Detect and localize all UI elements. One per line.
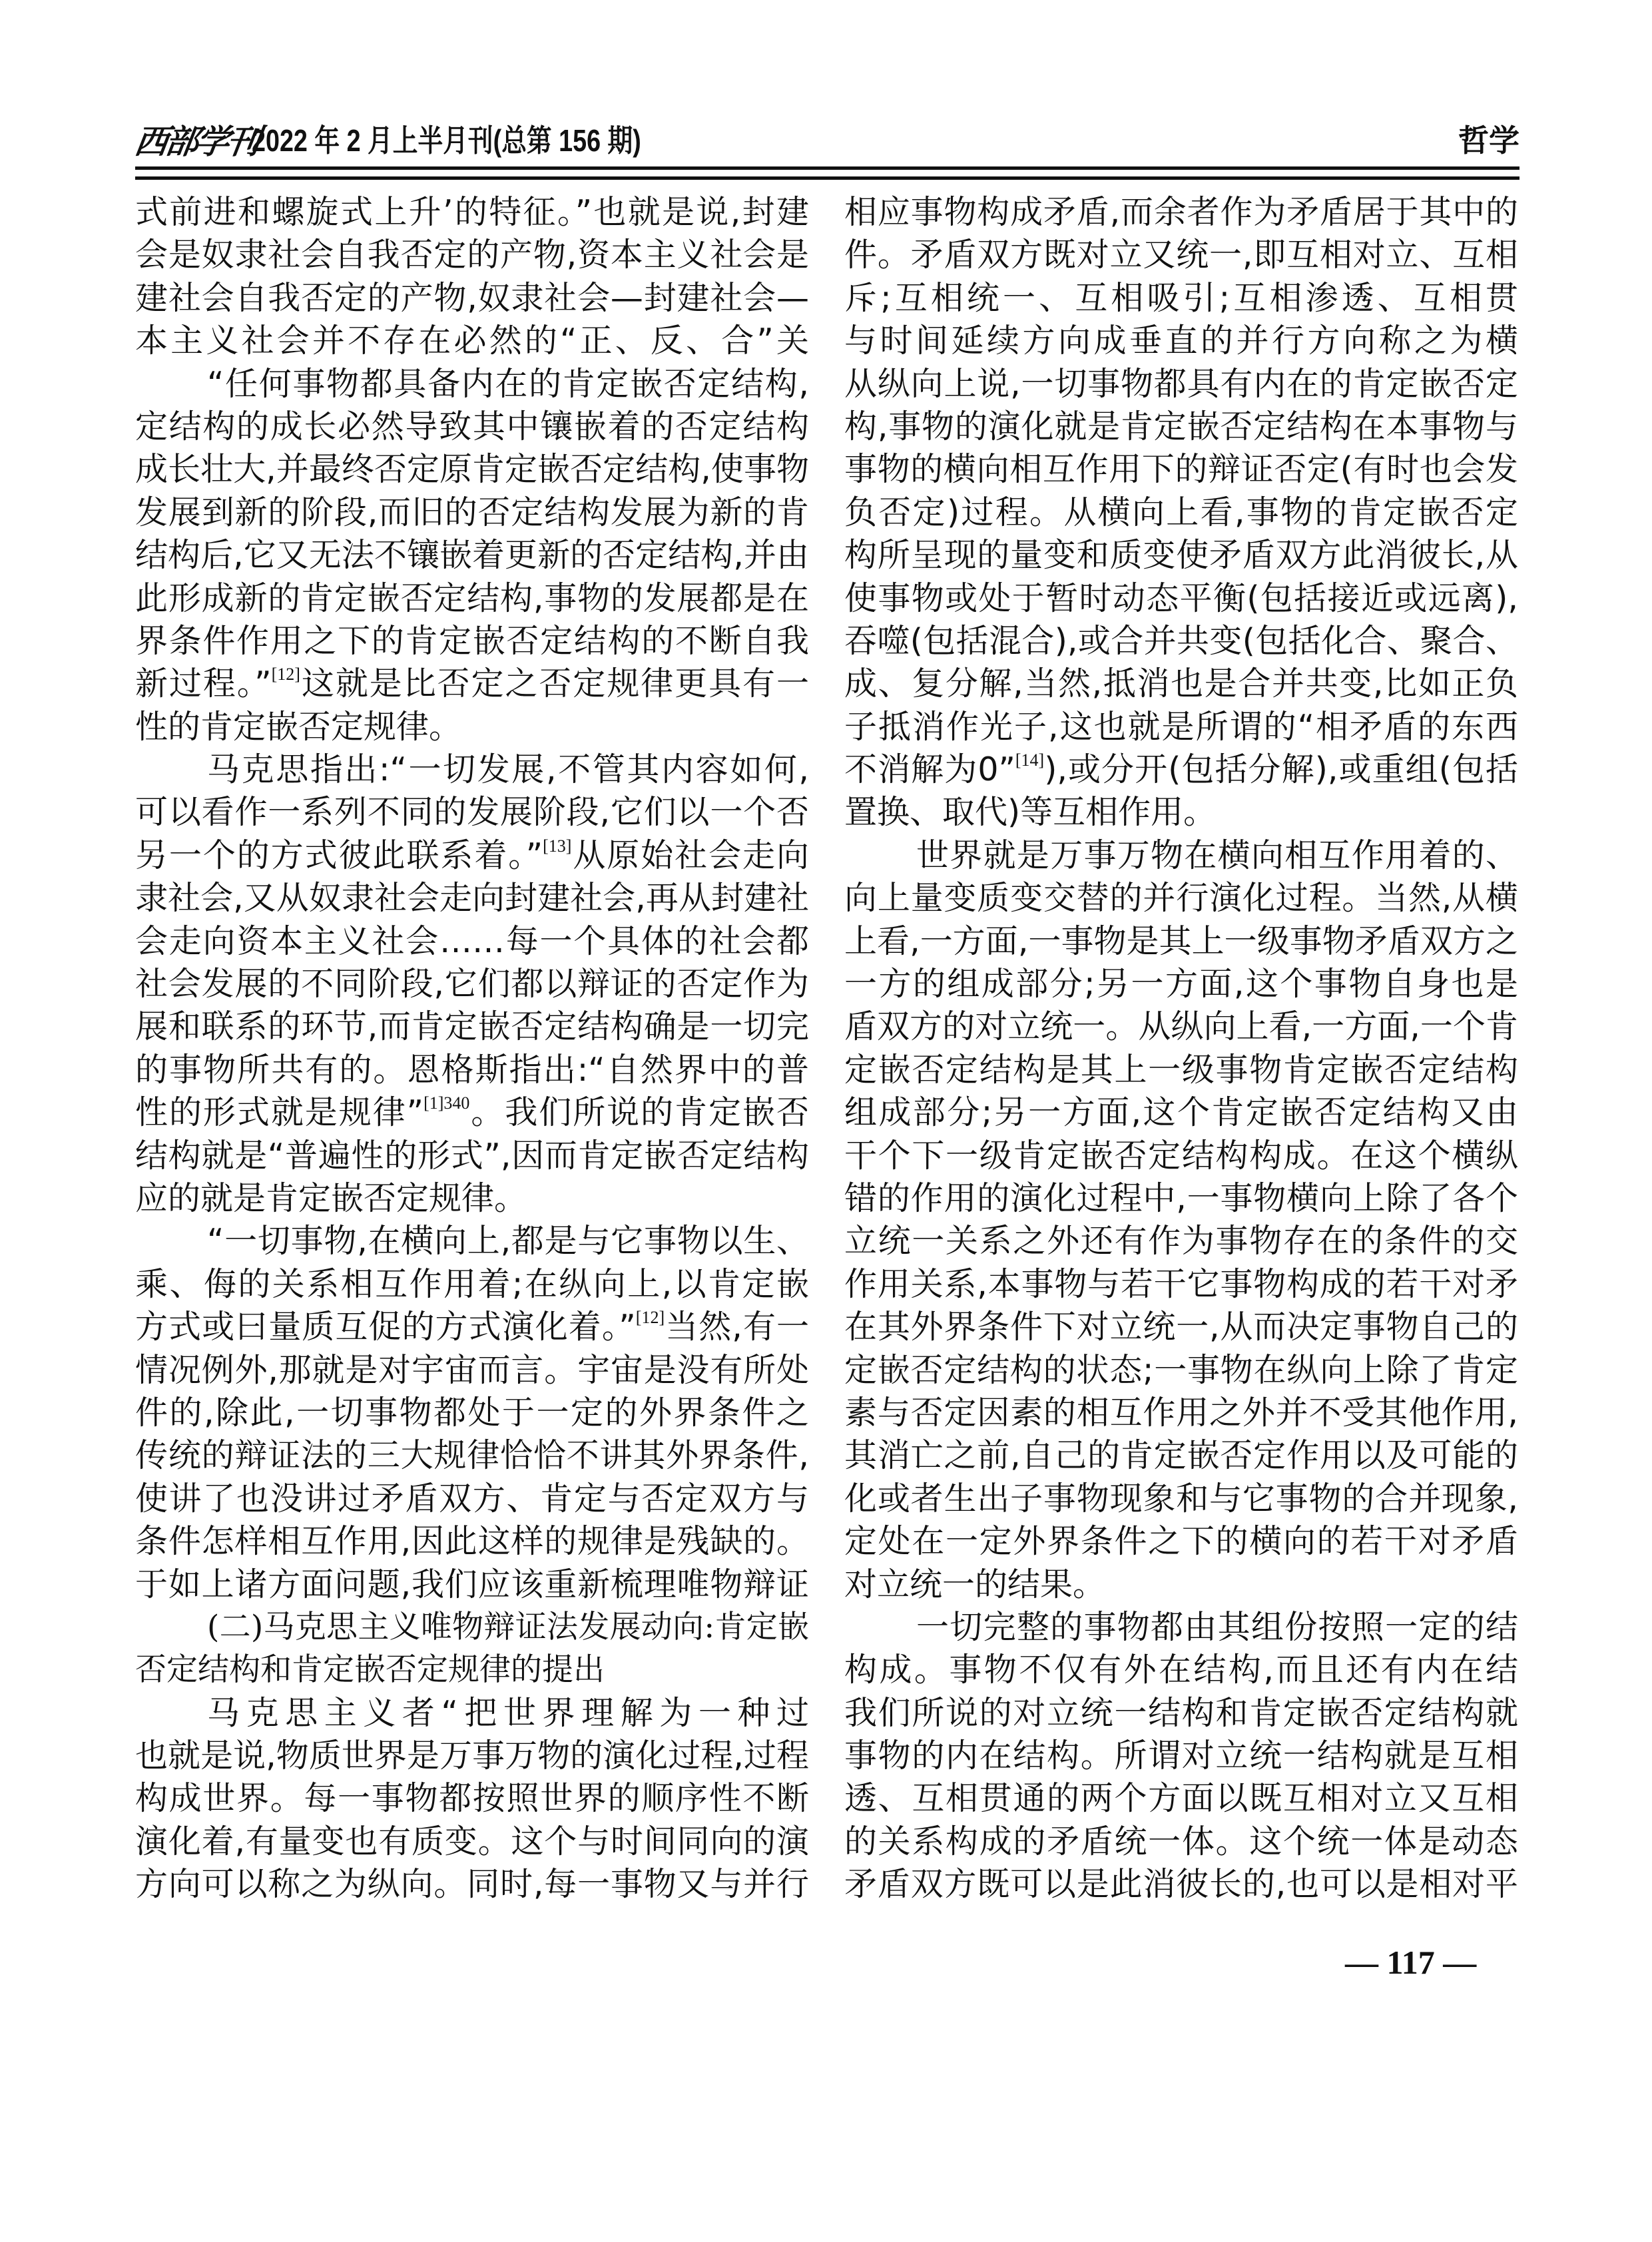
text-line: 情况例外,那就是对宇宙而言。宇宙是没有所处 [135, 1350, 809, 1389]
text-line: 不消解为0”[14]),或分开(包括分解),或重组(包括 [844, 750, 1518, 789]
text-line: 置换、取代)等互相作用。 [844, 793, 1217, 832]
text-line: 相应事物构成矛盾,而余者作为矛盾居于其中的 [844, 193, 1518, 231]
text-line: 组成部分;另一方面,这个肯定嵌否定结构又由 [844, 1093, 1518, 1132]
text-line: 上看,一方面,一事物是其上一级事物矛盾双方之 [844, 922, 1518, 960]
citation-mark: [13] [543, 836, 572, 856]
text-line: 立统一关系之外还有作为事物存在的条件的交 [844, 1222, 1518, 1261]
text-line: 结构后,它又无法不镶嵌着更新的否定结构,并由 [135, 536, 809, 575]
text-line: 马克思主义者“把世界理解为一种过 [207, 1693, 809, 1732]
text-line: 负否定)过程。从横向上看,事物的肯定嵌否定 [844, 493, 1518, 531]
journal-logo: 西部学刊 [132, 122, 260, 161]
text-line: 向上量变质变交替的并行演化过程。当然,从横 [844, 879, 1518, 918]
text-line: 乘、侮的关系相互作用着;在纵向上,以肯定嵌 [135, 1264, 809, 1303]
text-line: 化或者生出子事物现象和与它事物的合并现象, [844, 1479, 1518, 1518]
text-line: 构成。事物不仅有外在结构,而且还有内在结 [844, 1651, 1518, 1689]
text-line: 矛盾双方既可以是此消彼长的,也可以是相对平 [844, 1865, 1518, 1904]
text-line: (二)马克思主义唯物辩证法发展动向:肯定嵌 [207, 1608, 809, 1645]
text-line: 件。矛盾双方既对立又统一,即互相对立、互相 [844, 236, 1518, 274]
text-line: 斥;互相统一、互相吸引;互相渗透、互相贯 [844, 278, 1518, 317]
text-line: 传统的辩证法的三大规律恰恰不讲其外界条件, [135, 1436, 809, 1475]
text-line: 定嵌否定结构是其上一级事物肯定嵌否定结构 [844, 1050, 1518, 1089]
text-line: 定嵌否定结构的状态;一事物在纵向上除了肯定 [844, 1350, 1518, 1389]
citation-mark: [14] [1015, 750, 1045, 770]
citation-mark: [1]340 [423, 1093, 470, 1113]
text-line: 一切完整的事物都由其组份按照一定的结 [916, 1607, 1518, 1646]
text-line: 事物的横向相互作用下的辩证否定(有时也会发 [844, 450, 1518, 489]
text-line: 新过程。”[12]这就是比否定之否定规律更具有一 [135, 665, 809, 703]
text-line: 结构就是“普遍性的形式”,因而肯定嵌否定结构 [135, 1136, 809, 1175]
text-line: 可以看作一系列不同的发展阶段,它们以一个否 [135, 793, 809, 832]
text-line: 于如上诸方面问题,我们应该重新梳理唯物辩证 [135, 1565, 809, 1603]
text-line: 构成世界。每一事物都按照世界的顺序性不断 [135, 1779, 809, 1818]
text-line: 错的作用的演化过程中,一事物横向上除了各个 [844, 1179, 1518, 1217]
text-line: 本主义社会并不存在必然的“正、反、合”关 [135, 322, 809, 360]
text-line: 隶社会,又从奴隶社会走向封建社会,再从封建社 [135, 879, 809, 918]
header-rule-bottom [135, 176, 1519, 180]
text-line: 会是奴隶社会自我否定的产物,资本主义社会是 [135, 236, 809, 274]
right-column [844, 191, 1518, 1906]
text-line: 方向可以称之为纵向。同时,每一事物又与并行 [135, 1865, 809, 1904]
text-line: 与时间延续方向成垂直的并行方向称之为横 [844, 322, 1518, 360]
text-line: 社会发展的不同阶段,它们都以辩证的否定作为 [135, 965, 809, 1003]
text-line: 我们所说的对立统一结构和肯定嵌否定结构就 [844, 1693, 1518, 1732]
text-line: 作用关系,本事物与若干它事物构成的若干对矛 [844, 1264, 1518, 1303]
paragraph [135, 748, 809, 1220]
text-line: 另一个的方式彼此联系着。”[13]从原始社会走向 [135, 836, 809, 874]
text-line: 应的就是肯定嵌否定规律。 [135, 1179, 527, 1217]
page-header [132, 110, 1519, 183]
text-line: “一切事物,在横向上,都是与它事物以生、 [207, 1222, 809, 1261]
text-line: 干个下一级肯定嵌否定结构构成。在这个横纵 [844, 1136, 1518, 1175]
text-line: 盾双方的对立统一。从纵向上看,一方面,一个肯 [844, 1007, 1518, 1046]
text-line: 事物的内在结构。所谓对立统一结构就是互相 [844, 1737, 1518, 1775]
text-line: 也就是说,物质世界是万事万物的演化过程,过程 [135, 1737, 809, 1775]
text-line: 定处在一定外界条件之下的横向的若干对矛盾 [844, 1522, 1518, 1561]
text-line: 使事物或处于暂时动态平衡(包括接近或远离), [844, 579, 1518, 617]
text-line: 其消亡之前,自己的肯定嵌否定作用以及可能的 [844, 1436, 1518, 1475]
paragraph [135, 1692, 809, 1906]
text-line: 否定结构和肯定嵌否定规律的提出 [135, 1651, 605, 1689]
text-line: 成长壮大,并最终否定原肯定嵌否定结构,使事物 [135, 450, 809, 489]
text-line: 性的形式就是规律”$^{[1]340}$。我们所说的肯定嵌否 [135, 1093, 809, 1132]
section-heading [135, 1606, 809, 1692]
citation-mark: [12] [271, 665, 300, 685]
text-line: “任何事物都具备内在的肯定嵌否定结构, [207, 364, 809, 403]
header-rule-top [135, 166, 1519, 170]
text-line: 式前进和螺旋式上升’的特征。”也就是说,封建 [135, 193, 809, 231]
text-line: 定结构的成长必然导致其中镶嵌着的否定结构 [135, 407, 809, 445]
text-line: 方式或曰量质互促的方式演化着。”[12]当然,有一 [135, 1308, 809, 1346]
text-line: 构所呈现的量变和质变使矛盾双方此消彼长,从 [844, 536, 1518, 575]
citation-mark: [12] [635, 1308, 665, 1328]
paragraph [135, 363, 809, 749]
text-line: 的关系构成的矛盾统一体。这个统一体是动态 [844, 1822, 1518, 1860]
text-line: 会走向资本主义社会……每一个具体的社会都 [135, 922, 809, 960]
text-line: 发展到新的阶段,而旧的否定结构发展为新的肯 [135, 493, 809, 531]
text-line: 马克思指出:“一切发展,不管其内容如何, [207, 750, 809, 789]
section-label: 哲学 [1458, 123, 1519, 158]
text-line: 在其外界条件下对立统一,从而决定事物自己的 [844, 1308, 1518, 1346]
text-line: 素与否定因素的相互作用之外并不受其他作用, [844, 1393, 1518, 1432]
text-line: 一方的组成部分;另一方面,这个事物自身也是 [844, 965, 1518, 1003]
text-line: 使讲了也没讲过矛盾双方、肯定与否定双方与 [135, 1479, 809, 1518]
text-line: 展和联系的环节,而肯定嵌否定结构确是一切完 [135, 1007, 809, 1046]
text-line: 吞噬(包括混合),或合并共变(包括化合、聚合、 [844, 621, 1518, 660]
text-line: 成、复分解,当然,抵消也是合并共变,比如正负 [844, 665, 1518, 703]
text-line: 的事物所共有的。恩格斯指出:“自然界中的普 [135, 1050, 809, 1089]
left-column [135, 191, 809, 1906]
text-line: 透、互相贯通的两个方面以既互相对立又互相 [844, 1779, 1518, 1818]
text-line: 性的肯定嵌否定规律。 [135, 707, 462, 746]
text-line: 条件怎样相互作用,因此这样的规律是残缺的。 [135, 1522, 809, 1561]
text-line: 世界就是万事万物在横向相互作用着的、 [916, 836, 1518, 874]
text-line: 建社会自我否定的产物,奴隶社会—封建社会— [135, 278, 809, 317]
text-line: 演化着,有量变也有质变。这个与时间同向的演 [135, 1822, 809, 1860]
text-line: 件的,除此,一切事物都处于一定的外界条件之 [135, 1393, 809, 1432]
text-line: 子抵消作光子,这也就是所谓的“相矛盾的东西 [844, 707, 1518, 746]
paragraph [844, 1606, 1518, 1906]
text-line: 此形成新的肯定嵌否定结构,事物的发展都是在 [135, 579, 809, 617]
paragraph [135, 1220, 809, 1606]
page-number: — 117 — [1345, 1944, 1477, 1981]
text-line: 界条件作用之下的肯定嵌否定结构的不断自我 [135, 621, 809, 660]
paragraph [844, 191, 1518, 834]
text-line: 构,事物的演化就是肯定嵌否定结构在本事物与 [844, 407, 1518, 445]
text-line: 对立统一的结果。 [844, 1565, 1106, 1603]
paragraph [844, 834, 1518, 1606]
paragraph [135, 191, 809, 363]
issue-info: 2022 年 2 月上半月刊(总第 156 期) [252, 123, 641, 158]
text-line: 从纵向上说,一切事物都具有内在的肯定嵌否定 [844, 364, 1518, 403]
